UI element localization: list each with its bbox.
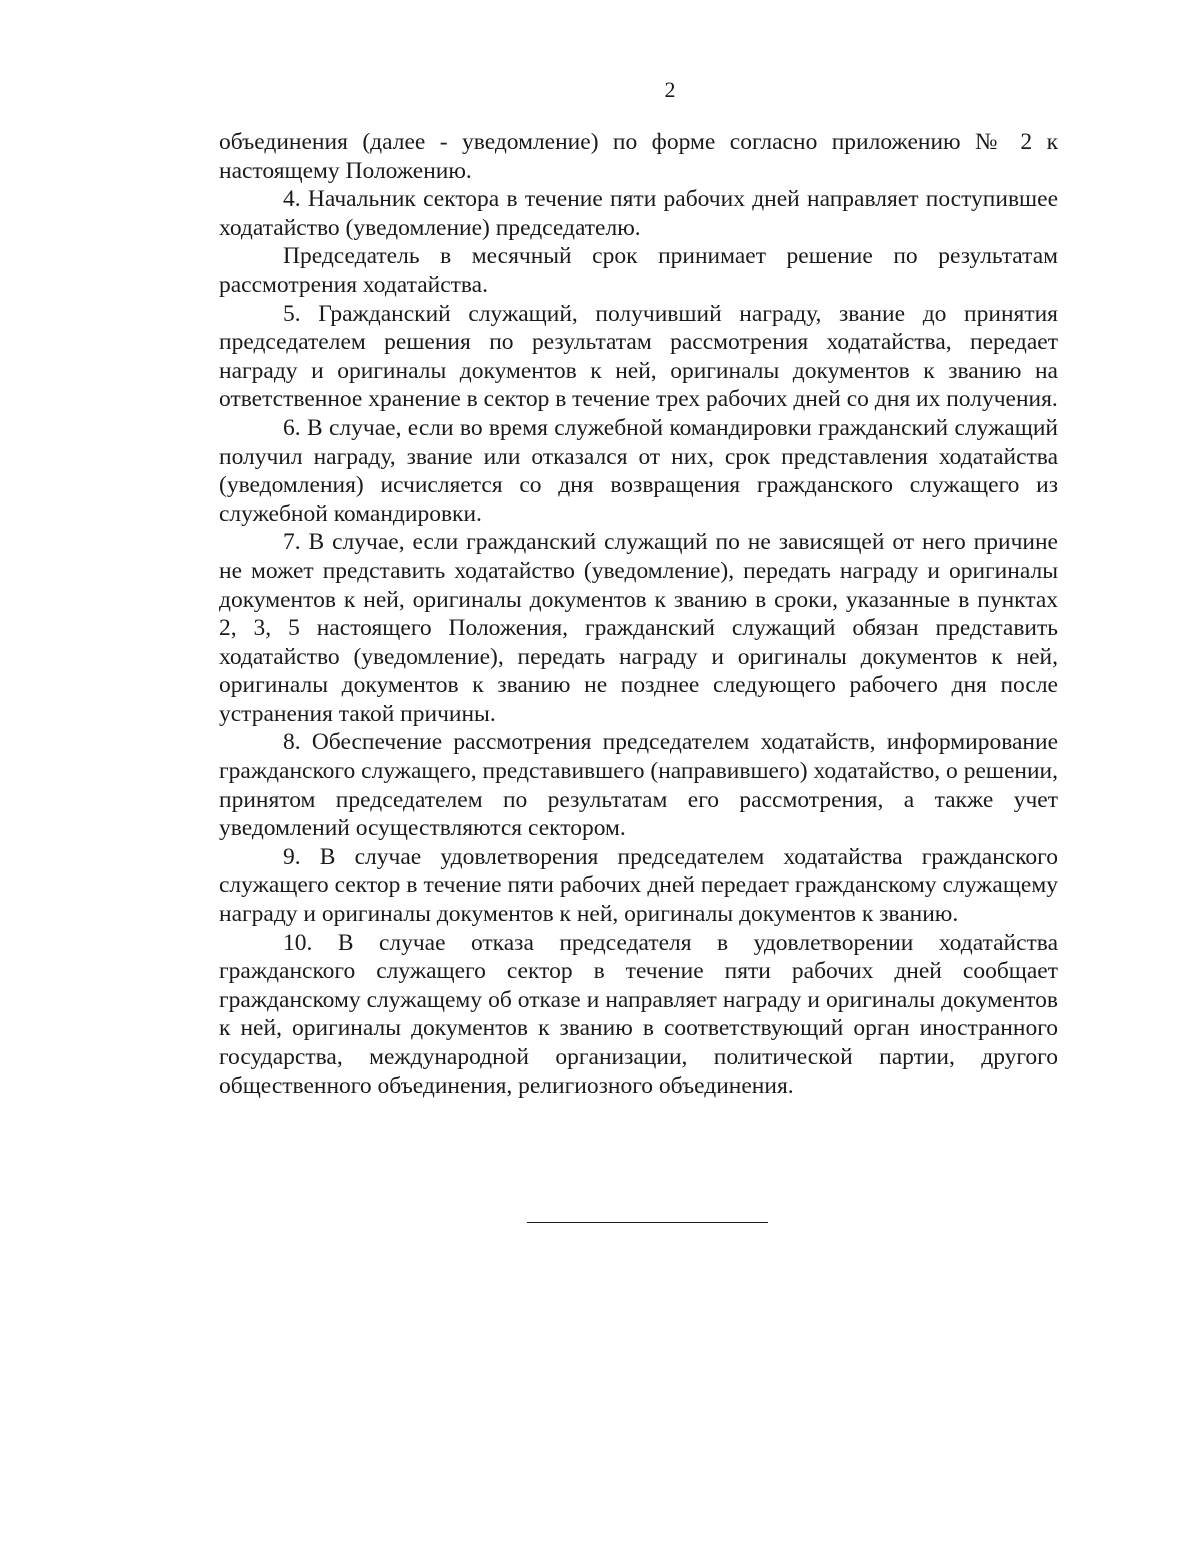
end-of-document-rule (527, 1222, 768, 1223)
paragraph-continuation: объединения (далее - уведомление) по форме согласно приложению № 2 к настоящему Положению. (219, 129, 1058, 184)
page-number: 2 (664, 77, 676, 102)
paragraph-item-5: 5. Гражданский служащий, получивший награду, звание до принятия председателем решения по результатам рассмотрения ходатайства, передает награду и оригиналы документов к ней, оригиналы документов к званию на ответственное хранение в сектор в течение трех рабочих дней со дня их получения. (219, 300, 1058, 413)
paragraph-item-4: 4. Начальник сектора в течение пяти рабочих дней направляет поступившее ходатайство (уведомление) председателю. (219, 186, 1058, 241)
paragraph-item-7: 7. В случае, если гражданский служащий по не зависящей от него причине не может представить ходатайство (уведомление), передать награду и оригиналы документов к ней, оригиналы документов к званию в сроки, указанные в пунктах 2, 3, 5 настоящего Положения, гражданский служащий обязан представить ходатайство (уведомление), передать награду и оригиналы документов к ней, оригиналы документов к званию не позднее следующего рабочего дня после устранения такой причины. (219, 529, 1058, 727)
paragraph-chairman-decision: Председатель в месячный срок принимает решение по результатам рассмотрения ходатайства. (219, 243, 1058, 298)
document-body (219, 128, 1058, 1100)
paragraph-item-8: 8. Обеспечение рассмотрения председателем ходатайств, информирование гражданского служащего, представившего (направившего) ходатайство, о решении, принятом председателем по результатам его рассмотрения, а также учет уведомлений осуществляются сектором. (219, 729, 1058, 842)
paragraph-item-9: 9. В случае удовлетворения председателем ходатайства гражданского служащего сектор в течение пяти рабочих дней передает гражданскому служащему награду и оригиналы документов к ней, оригиналы документов к званию. (219, 843, 1058, 928)
paragraph-item-6: 6. В случае, если во время служебной командировки гражданский служащий получил награду, звание или отказался от них, срок представления ходатайства (уведомления) исчисляется со дня возвращения гражданского служащего из служебной командировки. (219, 414, 1058, 527)
paragraph-item-10: 10. В случае отказа председателя в удовлетворении ходатайства гражданского служащего сектор в течение пяти рабочих дней сообщает гражданскому служащему об отказе и направляет награду и оригиналы документов к ней, оригиналы документов к званию в соответствующий орган иностранного государства, международной организации, политической партии, другого общественного объединения, религиозного объединения. (219, 929, 1058, 1099)
